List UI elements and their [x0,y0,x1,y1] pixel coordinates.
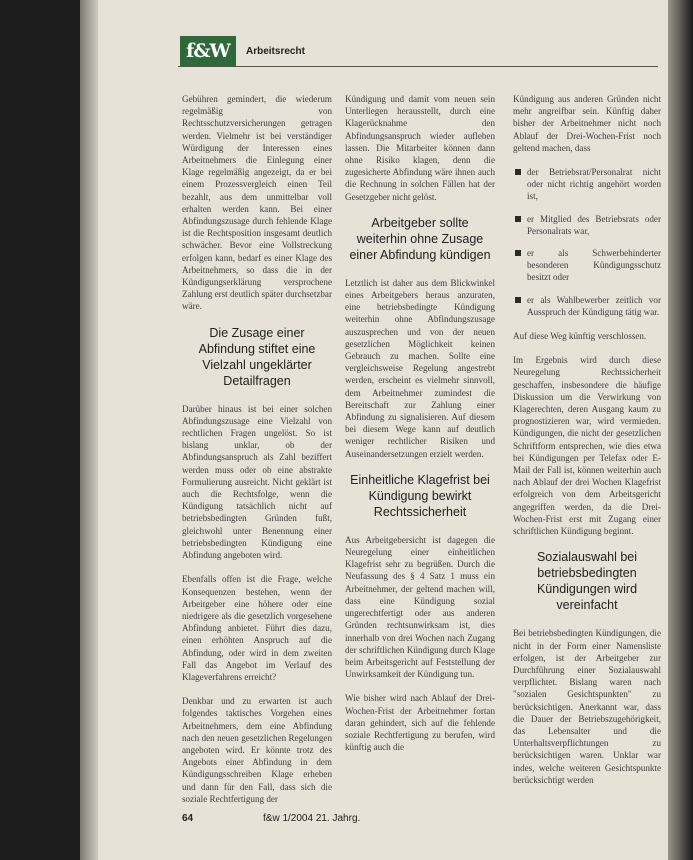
bullet-item: der Betriebsrat/Personalrat nicht oder nicht richtig angehört worden ist, [513,166,661,203]
subheading: Arbeitgeber sollte weiterhin ohne Zusage einer Abfindung kündigen [349,215,491,262]
paragraph: Im Ergebnis wird durch diese Neuregelung Rechtssicherheit geschaffen, insbesondere die häufige Diskussion um die Verwirkung von Klagerechten, deren Ausgang kaum zu prognostizieren war, wird vermieden. Kündigungen, die nicht der gesetzlichen Schriftform entsprechen, wie dies etwa bei Kündigungen per Telefax oder E-Mail der Fall ist, können weiterhin auch nach Ablauf der drei Wochen Klagefrist erfolgreich von dem Arbeitsgericht angegriffen werden, da die Drei-Wochen-Frist erst mit Zugang einer schriftlichen Kündigung beginnt. [513,355,661,537]
section-title: Arbeitsrecht [246,46,305,57]
paragraph: Darüber hinaus ist bei einer solchen Abfindungszusage eine Vielzahl von rechtlichen Fragen ungelöst. So ist bislang unklar, ob der Abfindungsanspruch als Zahl beziffert werden muss oder ob eine abstrakte Formulierung ausreicht. Nicht geklärt ist auch die Rechtsfolge, wenn die Kündigung tatsächlich nicht auf betriebsbedingten Gründen fußt, gleichwohl unter Benennung einer betriebsbedingten Kündigung eine Abfindung angeboten wird. [182,403,332,561]
paragraph: Auf diese Weg künftig verschlossen. [513,331,647,342]
page-number: 64 [182,813,194,824]
paragraph: Aus Arbeitgebersicht ist dagegen die Neuregelung einer einheitlichen Klagefrist sehr zu begrüßen. Durch die Neufassung des § 4 Satz 1 muss ein Arbeitnehmer, der geltend machen will, dass eine Kündigung sozial ungerechtfertigt oder aus anderen Gründen rechtsunwirksam ist, dies innerhalb von drei Wochen nach Zugang der schriftlichen Kündigung durch Klage beim Arbeitsgericht auf Feststellung der Unwirksamkeit der Kündigung tun. [345,534,495,680]
bullet-item: er als Wahlbewerber zeitlich vor Ausspruch der Kündigung tätig war. [513,294,661,318]
page-edge-shadow [668,0,693,860]
bullet-item: er Mitglied des Betriebsrats oder Personalrats war, [513,213,661,237]
paragraph: Kündigung und damit vom neuen sein Unterliegen herausstellt, durch eine Klagerücknahme den Abfindungsanspruch wieder aufleben lassen. Die Mitarbeiter können dann ohne Risiko klagen, denn die zugesicherte Abfindung wäre ihnen auch die Rechnung in solchen Fällen hat der Gesetzgeber nicht gelöst. [345,94,495,202]
paragraph: Letztlich ist daher aus dem Blickwinkel eines Arbeitgebers heraus anzuraten, eine betriebsbedingte Kündigung weiterhin ohne Abfindungszusage auszusprechen und von der neuen gesetzlichen Möglichkeit keinen Gebrauch zu machen. Sollte eine vergleichsweise Regelung angestrebt werden, erscheint es vielmehr sinnvoll, dem Arbeitnehmer zumindest die Bereitschaft zur Zahlung einer Abfindung zu signalisieren. Auf diesem bei diesem Wege kann auf deutlich weniger rechtlicher Risiken und Auseinandersetzungen erzielt werden. [345,277,495,459]
paragraph: Wie bisher wird nach Ablauf der Drei-Wochen-Frist der Arbeitnehmer fortan daran gehindert, sich auf die fehlende soziale Rechtfertigung zu berufen, wird künftig auch die [345,693,495,753]
paragraph: Bei betriebsbedingten Kündigungen, die nicht in der Form einer Namensliste erfolgen, ist der Arbeitgeber zur Durchführung einer Sozialauswahl verpflichtet. Bislang waren nach "sozialen Gesichtspunkten" zu berücksichtigen. Anerkannt war, dass die Dauer der Betriebszugehörigkeit, das Lebensalter und die Unterhaltsverpflichtungen zu berücksichtigen waren. Unklar war indes, welche weiteren Gesichtspunkte berücksichtigt werden [513,628,661,785]
subheading: Sozialauswahl bei betriebsbedingten Kündigungen wird vereinfacht [536,550,638,613]
column-3 [513,93,661,798]
book-gutter [80,0,98,860]
paragraph: Gebühren gemindert, die wiederum regelmäßig von Rechtsschutzversicherungen getragen werden. Vielmehr ist bei verständiger Würdigung der Interessen eines Arbeitnehmers die Einlegung einer Klage regelmäßig angezeigt, da er bei einem Prozessvergleich einen Teil bezahlt, aus dem unmittelbar voll erhalten werden kann. Bei einer Abfindungszusage durch fehlende Klage ist die Rechtsposition insgesamt deutlich schwächer. Bevor eine Vollstreckung erfolgen kann, bedarf es einer Klage des Arbeitnehmers, so dass die in der Kündigungserklärung versprochene Zahlung erst deutlich später durchsetzbar wäre. [182,94,332,312]
column-2 [345,93,495,765]
bullet-list [513,166,661,318]
header-rule [178,66,658,67]
subheading: Einheitliche Klagefrist bei Kündigung bewirkt Rechtssicherheit [350,472,490,519]
paragraph: Ebenfalls offen ist die Frage, welche Konsequenzen bestehen, wenn der Arbeitgeber eine höhere oder eine niedrigere als die gesetzlich vorgesehene Abfindung anbietet. Führt dies dazu, einen erhöhten Anspruch auf die Abfindung, oder wird in dem zweiten Fall das Angebot im Verlauf des Klageverfahrens erreicht? [182,574,332,682]
paragraph: Kündigung aus anderen Gründen nicht mehr angreifbar sein. Künftig daher bisher der Arbeitnehmer nicht noch Ablauf der Drei-Wochen-Frist noch geltend machen, dass [513,94,661,153]
bullet-item: er als Schwerbehinderter besonderen Kündigungsschutz besitzt oder [513,247,661,284]
journal-citation: f&w 1/2004 21. Jahrg. [263,813,361,824]
subheading: Die Zusage einer Abfindung stiftet eine Vielzahl ungeklärter Detailfragen [198,325,316,388]
column-1 [182,93,332,817]
paragraph: Denkbar und zu erwarten ist auch folgendes taktisches Vorgehen eines Arbeitnehmers, dem eine Abfindung nach den neuen gesetzlichen Regelungen angeboten wird. Er könnte trotz des Angebots einer Abfindung in dem Kündigungsschreiben Klage erheben und dann für den Fall, dass sich die soziale Rechtfertigung der [182,696,332,804]
journal-logo: f&W [180,36,236,66]
